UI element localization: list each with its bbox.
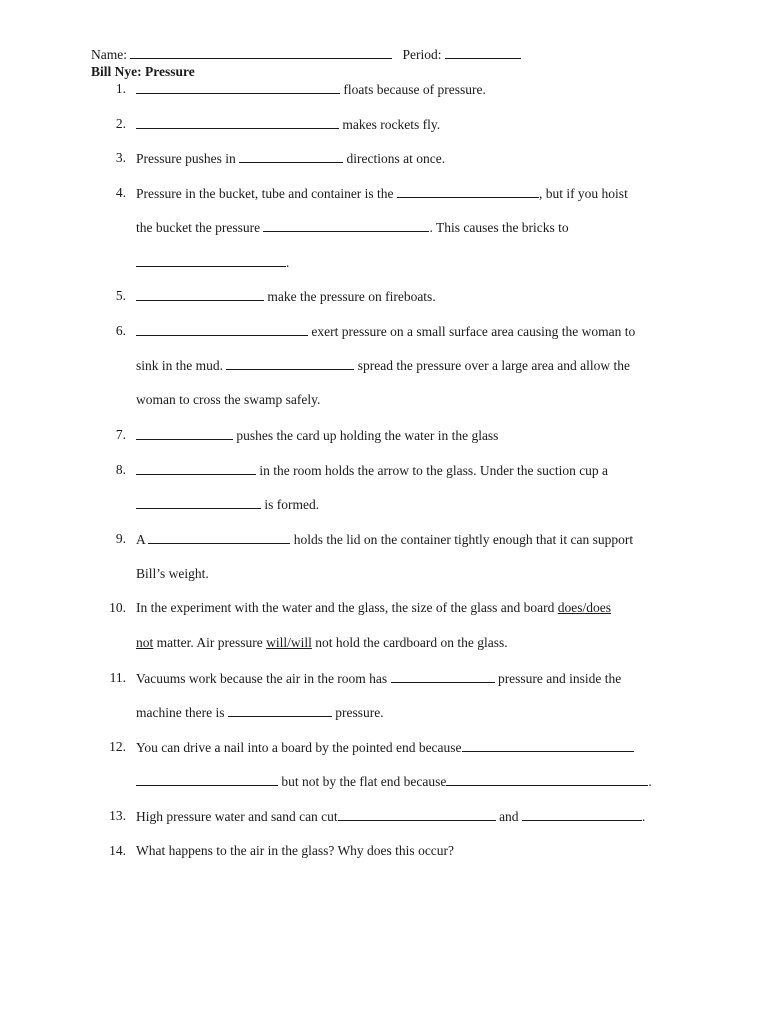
- answer-blank[interactable]: [338, 807, 496, 821]
- question-text: .: [641, 809, 646, 824]
- question-13: [136, 807, 645, 826]
- question-text: not hold the cardboard on the glass.: [311, 635, 508, 650]
- question-text: Pressure pushes in: [136, 151, 236, 166]
- question-text: You can drive a nail into a board by the pointed end because: [136, 740, 462, 755]
- question-number: 6.: [115, 323, 126, 338]
- question-text: Vacuums work because the air in the room has: [136, 671, 388, 686]
- question-11-line-1: [136, 669, 621, 688]
- question-number: 5.: [115, 288, 126, 303]
- question-number: 12.: [109, 739, 126, 754]
- question-5: [136, 287, 436, 306]
- question-text: floats because of pressure.: [343, 82, 486, 97]
- question-8-line-1: [136, 461, 608, 480]
- question-12-line-2: [136, 772, 652, 791]
- question-4-line-2: [136, 218, 569, 237]
- question-number: 13.: [109, 808, 126, 823]
- question-11-line-2: [136, 703, 384, 722]
- question-text: machine there is: [136, 705, 225, 720]
- answer-blank[interactable]: [397, 184, 539, 198]
- question-text: , but if you hoist: [538, 186, 628, 201]
- choice-does-does[interactable]: does/does: [557, 600, 611, 615]
- question-text: .: [648, 774, 652, 789]
- question-text: .: [286, 255, 290, 270]
- question-4-line-1: [136, 184, 628, 203]
- answer-blank[interactable]: [136, 115, 339, 129]
- question-7: [136, 426, 498, 445]
- answer-blank[interactable]: [136, 287, 264, 301]
- question-text: holds the lid on the container tightly enough that it can support: [293, 532, 634, 547]
- question-text: Pressure in the bucket, tube and container is the: [136, 186, 394, 201]
- question-text: is formed.: [264, 497, 320, 512]
- question-text: spread the pressure over a large area and allow the: [357, 358, 630, 373]
- answer-blank[interactable]: [148, 530, 290, 544]
- question-text: High pressure water and sand can cut: [136, 809, 338, 824]
- question-number: 1.: [115, 81, 126, 96]
- question-1: [136, 80, 486, 99]
- question-text: matter. Air pressure: [153, 635, 267, 650]
- answer-blank[interactable]: [136, 80, 340, 94]
- question-text: makes rockets fly.: [342, 117, 441, 132]
- answer-blank[interactable]: [462, 738, 634, 752]
- answer-blank[interactable]: [239, 149, 343, 163]
- question-text: . This causes the bricks to: [429, 220, 569, 235]
- answer-blank[interactable]: [446, 772, 648, 786]
- question-2: [136, 115, 440, 134]
- worksheet-title: Bill Nye: Pressure: [91, 64, 195, 79]
- question-text: in the room holds the arrow to the glass. Under the suction cup a: [259, 463, 609, 478]
- answer-blank[interactable]: [136, 322, 308, 336]
- question-text: A: [136, 532, 146, 547]
- period-label: Period:: [402, 47, 442, 62]
- name-period-header: [91, 45, 521, 64]
- question-number: 11.: [109, 670, 126, 685]
- question-text: directions at once.: [346, 151, 446, 166]
- question-number: 4.: [115, 185, 126, 200]
- question-text: pressure.: [335, 705, 384, 720]
- answer-blank[interactable]: [226, 356, 354, 370]
- answer-blank[interactable]: [391, 669, 495, 683]
- question-10-line-1: [136, 599, 611, 617]
- question-number: 8.: [115, 462, 126, 477]
- answer-blank[interactable]: [136, 253, 286, 267]
- question-number: 9.: [115, 531, 126, 546]
- answer-blank[interactable]: [136, 495, 261, 509]
- choice-not[interactable]: not: [136, 635, 154, 650]
- answer-blank[interactable]: [228, 703, 332, 717]
- question-9-line-1: [136, 530, 633, 549]
- question-8-line-2: [136, 495, 319, 514]
- question-number: 14.: [109, 843, 126, 858]
- question-number: 3.: [115, 150, 126, 165]
- question-text: and: [499, 809, 519, 824]
- choice-will-will[interactable]: will/will: [266, 635, 312, 650]
- question-3: [136, 149, 445, 168]
- question-12-line-1: [136, 738, 634, 757]
- question-text: In the experiment with the water and the glass, the size of the glass and board: [136, 600, 555, 615]
- question-number: 10.: [109, 600, 126, 615]
- answer-blank[interactable]: [136, 426, 233, 440]
- question-text: pushes the card up holding the water in the glass: [236, 428, 499, 443]
- question-text: exert pressure on a small surface area causing the woman to: [311, 324, 636, 339]
- question-6-line-2: [136, 356, 630, 375]
- answer-blank[interactable]: [522, 807, 642, 821]
- question-text: the bucket the pressure: [136, 220, 261, 235]
- question-14: What happens to the air in the glass? Why does this occur?: [136, 843, 455, 858]
- question-text: pressure and inside the: [497, 671, 622, 686]
- question-4-line-3: [136, 253, 289, 272]
- question-6-line-1: [136, 322, 635, 341]
- answer-blank[interactable]: [136, 772, 278, 786]
- name-blank[interactable]: [130, 45, 392, 59]
- answer-blank[interactable]: [136, 461, 256, 475]
- question-text: sink in the mud.: [136, 358, 223, 373]
- question-number: 2.: [115, 116, 126, 131]
- question-9-line-2: Bill’s weight.: [136, 566, 209, 581]
- question-6-line-3: woman to cross the swamp safely.: [136, 392, 321, 407]
- name-label: Name:: [91, 47, 127, 62]
- period-blank[interactable]: [445, 45, 521, 59]
- question-text: but not by the flat end because: [281, 774, 447, 789]
- answer-blank[interactable]: [263, 218, 429, 232]
- question-number: 7.: [115, 427, 126, 442]
- question-10-line-2: [136, 634, 508, 652]
- question-text: make the pressure on fireboats.: [267, 289, 436, 304]
